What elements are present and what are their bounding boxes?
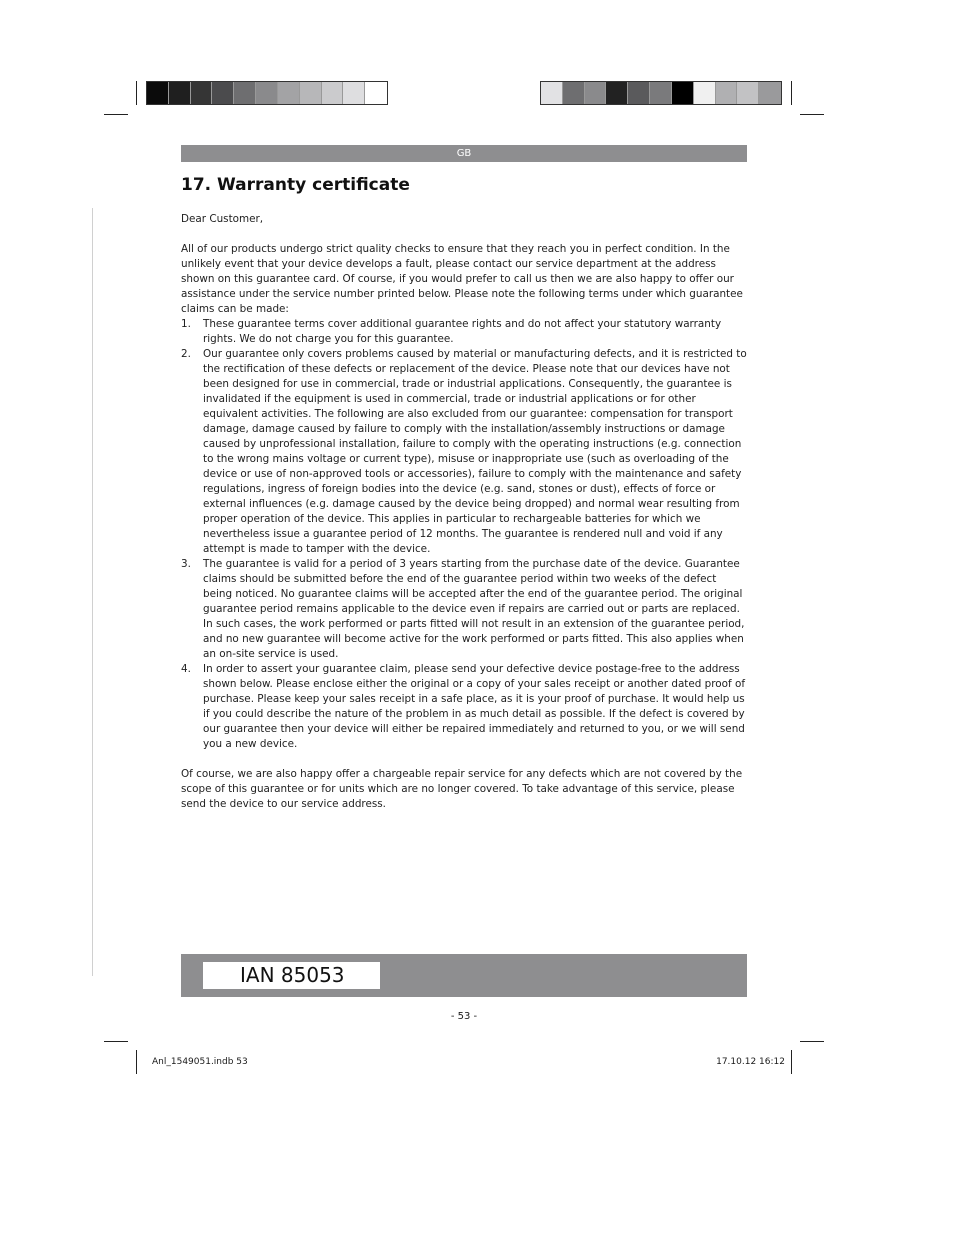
color-swatch xyxy=(343,82,365,104)
color-swatch xyxy=(759,82,781,104)
list-item-number: 4. xyxy=(181,663,191,675)
color-swatch xyxy=(169,82,191,104)
list-item xyxy=(181,347,747,557)
list-item-text: The guarantee is valid for a period of 3 years starting from the purchase date of the device. Guarantee claims should be submitted before the end of the guarantee period within two weeks of the defect being noticed. No guarantee claims will be accepted after the end of the guarantee period. The original guarantee period remains applicable to the device even if repairs are carried out or parts are replaced. In such cases, the work performed or parts fitted will not result in an extension of the guarantee period, and no new guarantee will become active for the work performed or parts fitted. This also applies when an on-site service is used. xyxy=(203,558,745,660)
color-swatch xyxy=(191,82,213,104)
crop-mark-top-left xyxy=(104,114,128,115)
list-item-number: 3. xyxy=(181,558,191,570)
color-swatch xyxy=(585,82,607,104)
crop-mark-bottom-left-v xyxy=(136,1050,137,1074)
color-bar-right xyxy=(540,81,782,105)
color-swatch xyxy=(365,82,387,104)
page-title: 17. Warranty certificate xyxy=(181,175,410,195)
outro-paragraph: Of course, we are also happy offer a chargeable repair service for any defects which are not covered by the scope of this guarantee or for units which are no longer covered. To take advantage of this service, please send the device to our service address. xyxy=(181,768,743,810)
color-swatch xyxy=(563,82,585,104)
color-swatch xyxy=(650,82,672,104)
color-swatch xyxy=(212,82,234,104)
crop-mark-bottom-right-v xyxy=(791,1050,792,1074)
color-swatch xyxy=(234,82,256,104)
color-swatch xyxy=(322,82,344,104)
intro-paragraph: All of our products undergo strict quality checks to ensure that they reach you in perfect condition. In the unlikely event that your device develops a fault, please contact our service department at the address shown on this guarantee card. Of course, if you would prefer to call us then we are also happy to offer our assistance under the service number printed below. Please note the following terms under which guarantee claims can be made: xyxy=(181,243,743,315)
salutation: Dear Customer, xyxy=(181,213,264,225)
page-number: - 53 - xyxy=(450,1011,478,1022)
ian-band xyxy=(181,954,747,997)
color-swatch xyxy=(278,82,300,104)
list-item xyxy=(181,662,747,752)
color-swatch xyxy=(694,82,716,104)
crop-mark-bottom-right xyxy=(800,1041,824,1042)
color-swatch xyxy=(672,82,694,104)
list-item-number: 1. xyxy=(181,318,191,330)
list-item xyxy=(181,557,747,662)
list-item-text: These guarantee terms cover additional guarantee rights and do not affect your statutory warranty rights. We do not charge you for this guarantee. xyxy=(203,318,722,345)
crop-mark-bottom-left xyxy=(104,1041,128,1042)
color-swatch xyxy=(737,82,759,104)
color-swatch xyxy=(256,82,278,104)
ian-number: IAN 85053 xyxy=(203,962,380,989)
color-swatch xyxy=(628,82,650,104)
guarantee-terms-list xyxy=(181,317,747,752)
color-bar-left xyxy=(146,81,388,105)
crop-mark-top-right xyxy=(800,114,824,115)
left-margin-rule xyxy=(92,208,93,976)
color-swatch xyxy=(541,82,563,104)
list-item-text: Our guarantee only covers problems caused by material or manufacturing defects, and it is restricted to the rectification of these defects or replacement of the device. Please note that our devices have not been designed for use in commercial, trade or industrial applications. Consequently, the guarantee is invalidated if the equipment is used in commercial, trade or industrial applications or for other equivalent activities. The following are also excluded from our guarantee: compensation for transport damage, damage caused by failure to comply with the installation/assembly instructions or damage caused by unprofessional installation, failure to comply with the operating instructions (e.g. connection to the wrong mains voltage or current type), misuse or inappropriate use (such as overloading of the device or use of non-approved tools or accessories), failure to comply with the maintenance and safety regulations, ingress of foreign bodies into the device (e.g. sand, stones or dust), effects of force or external influences (e.g. damage caused by the device being dropped) and normal wear resulting from proper operation of the device. This applies in particular to rechargeable batteries for which we nevertheless issue a guarantee period of 12 months. The guarantee is rendered null and void if any attempt is made to tamper with the device. xyxy=(203,348,747,555)
list-item xyxy=(181,317,747,347)
crop-mark-top-right-v xyxy=(791,81,792,105)
color-swatch xyxy=(606,82,628,104)
color-swatch xyxy=(147,82,169,104)
language-label: GB xyxy=(456,148,472,159)
footer-datetime: 17.10.12 16:12 xyxy=(716,1057,785,1067)
footer-file-info: Anl_1549051.indb 53 xyxy=(152,1057,248,1067)
list-item-number: 2. xyxy=(181,348,191,360)
list-item-text: In order to assert your guarantee claim, please send your defective device postage-free to the address shown below. Please enclose either the original or a copy of your sales receipt or another dated proof of purchase. Please keep your sales receipt in a safe place, as it is your proof of purchase. It would help us if you could describe the nature of the problem in as much detail as possible. If the defect is covered by our guarantee then your device will either be repaired immediately and returned to you, or we will send you a new device. xyxy=(203,663,746,750)
color-swatch xyxy=(300,82,322,104)
color-swatch xyxy=(716,82,738,104)
language-header-band xyxy=(181,145,747,162)
crop-mark-top-left-v xyxy=(136,81,137,105)
